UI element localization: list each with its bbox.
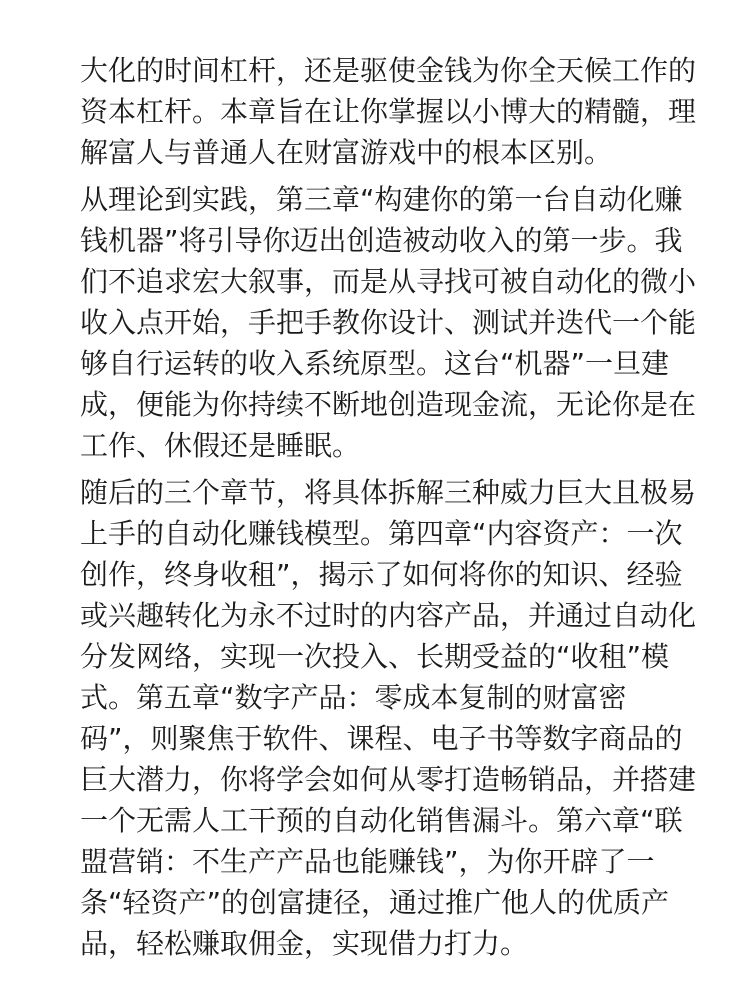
paragraph-3 — [80, 472, 697, 964]
text-line: 盟营销：不生产产品也能赚钱”，为你开辟了一 — [80, 845, 655, 878]
text-line: 大化的时间杠杆，还是驱使金钱为你全天候工作的 — [80, 54, 697, 87]
text-line: 钱机器”将引导你迈出创造被动收入的第一步。我 — [80, 224, 683, 257]
text-line: 一个无需人工干预的自动化销售漏斗。第六章“联 — [80, 804, 683, 837]
text-line: 从理论到实践，第三章“构建你的第一台自动化赚 — [80, 183, 683, 216]
text-line: 资本杠杆。本章旨在让你掌握以小博大的精髓，理 — [80, 95, 697, 128]
text-line: 上手的自动化赚钱模型。第四章“内容资产：一次 — [80, 517, 683, 550]
text-line: 创作，终身收租”，揭示了如何将你的知识、经验 — [80, 558, 683, 591]
text-line: 解富人与普通人在财富游戏中的根本区别。 — [80, 136, 613, 169]
text-line: 或兴趣转化为永不过时的内容产品，并通过自动化 — [80, 599, 697, 632]
paragraph-2 — [80, 179, 697, 466]
text-line: 们不追求宏大叙事，而是从寻找可被自动化的微小 — [80, 265, 697, 298]
text-line: 收入点开始，手把手教你设计、测试并迭代一个能 — [80, 306, 697, 339]
text-line: 条“轻资产”的创富捷径，通过推广他人的优质产 — [80, 886, 670, 919]
text-line: 随后的三个章节，将具体拆解三种威力巨大且极易 — [80, 476, 697, 509]
text-line: 巨大潜力，你将学会如何从零打造畅销品，并搭建 — [80, 763, 697, 796]
text-line: 工作、休假还是睡眠。 — [80, 429, 361, 462]
text-line: 成，便能为你持续不断地创造现金流，无论你是在 — [80, 388, 697, 421]
text-line: 够自行运转的收入系统原型。这台“机器”一旦建 — [80, 347, 670, 380]
text-line: 式。第五章“数字产品：零成本复制的财富密 — [80, 681, 627, 714]
paragraph-1 — [80, 50, 697, 173]
text-line: 品，轻松赚取佣金，实现借力打力。 — [80, 927, 529, 960]
document-body — [80, 50, 697, 970]
text-line: 分发网络，实现一次投入、长期受益的“收租”模 — [80, 640, 670, 673]
text-line: 码”，则聚焦于软件、课程、电子书等数字商品的 — [80, 722, 683, 755]
